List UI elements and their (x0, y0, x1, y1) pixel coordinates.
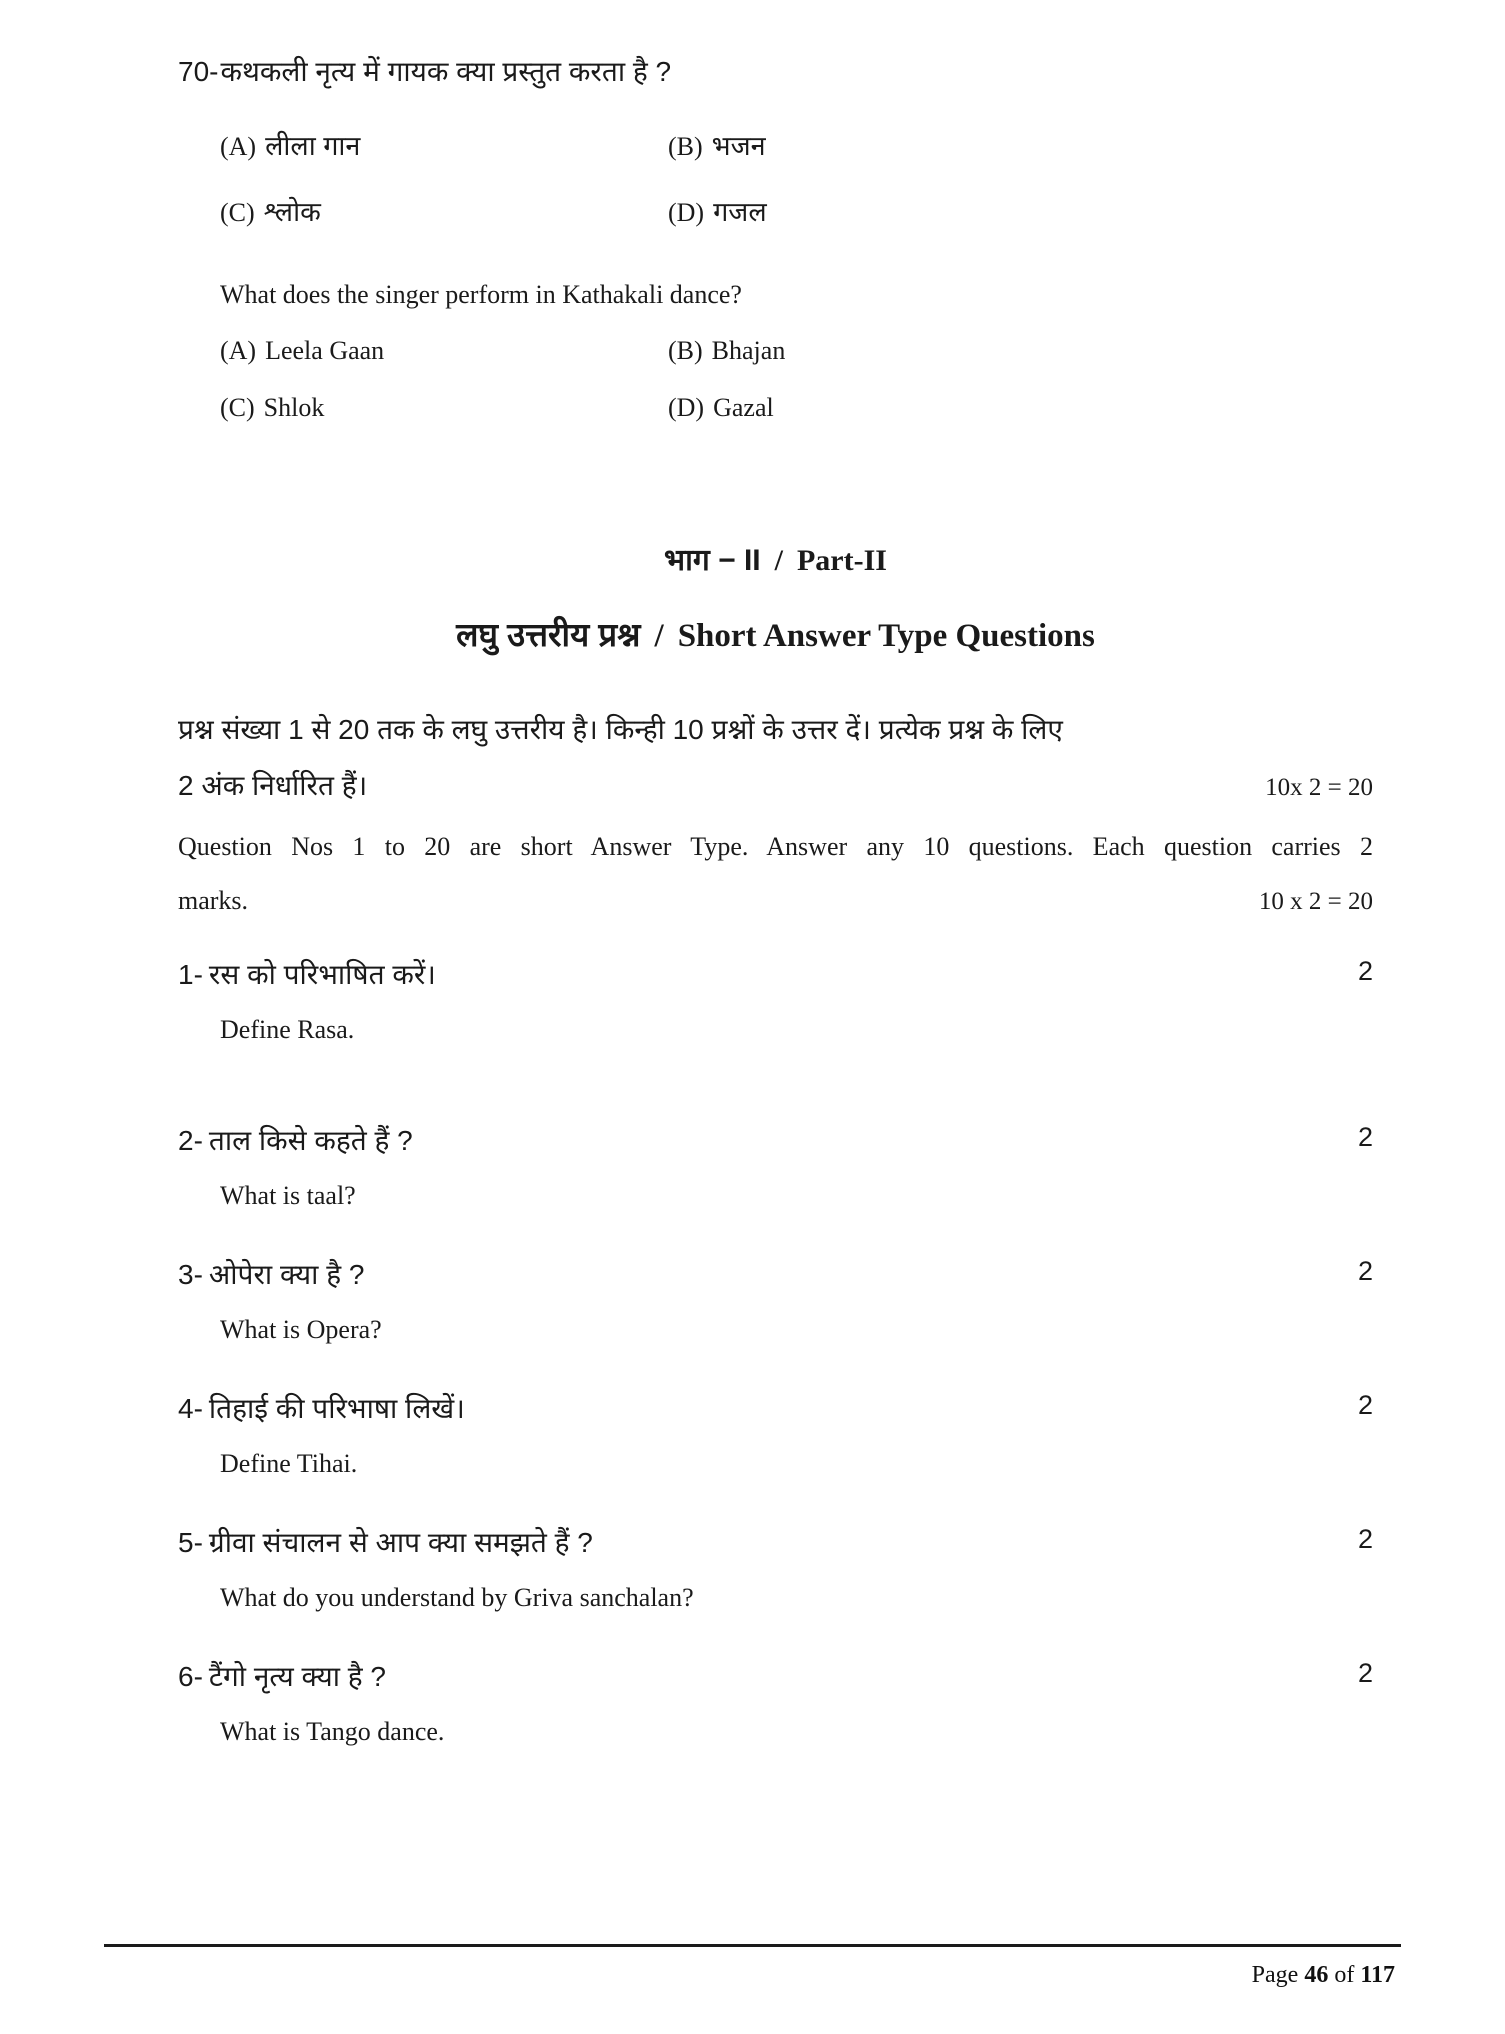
instruction-english-line-1: Question Nos 1 to 20 are short Answer Type. Answer any 10 questions. Each question carries 2 (178, 832, 1373, 861)
question-1-hindi-text: रस को परिभाषित करें। (208, 959, 436, 990)
option-text-c-en: Shlok (263, 393, 325, 422)
option-text-d-en: Gazal (713, 393, 774, 422)
subheading-hindi: लघु उत्तरीय प्रश्न (456, 616, 641, 653)
question-2-english: What is taal? (220, 1181, 356, 1210)
question-1-marks: 2 (1357, 956, 1373, 986)
mcq-option-row-english-1 (178, 336, 1373, 393)
question-1-english: Define Rasa. (220, 1015, 355, 1044)
mcq-option-hindi-b[interactable] (668, 126, 1373, 163)
question-4-english: Define Tihai. (220, 1449, 358, 1478)
option-label-c: (C) (220, 198, 255, 227)
option-text-b: भजन (711, 131, 766, 161)
question-3-marks: 2 (1357, 1256, 1373, 1286)
question-3-hindi-text: ओपेरा क्या है ? (208, 1259, 365, 1290)
short-answer-questions (178, 952, 1373, 1788)
question-4-hindi (178, 1386, 1373, 1432)
footer-middle: of (1328, 1962, 1361, 1988)
option-label-d: (D) (668, 198, 705, 227)
part-heading-separator: / (774, 544, 783, 577)
mcq-stem-hindi-text: कथकली नृत्य में गायक क्या प्रस्तुत करता है ? (220, 56, 672, 87)
instruction-english-marks: 10 x 2 = 20 (1258, 888, 1373, 915)
question-item-2 (178, 1118, 1373, 1252)
mcq-option-hindi-c[interactable] (220, 192, 668, 229)
section-subheading (178, 611, 1373, 656)
mcq-option-row-hindi-1 (178, 126, 1373, 192)
option-text-d: गजल (713, 197, 767, 227)
mcq-option-english-a[interactable] (220, 336, 668, 366)
question-6-marks: 2 (1357, 1658, 1373, 1688)
footer-total-pages: 117 (1360, 1962, 1395, 1988)
question-4-hindi-text: तिहाई की परिभाषा लिखें। (208, 1393, 465, 1424)
option-label-a: (A) (220, 132, 257, 161)
mcq-stem-hindi (178, 52, 1373, 92)
question-item-4 (178, 1386, 1373, 1520)
question-5-english: What do you understand by Griva sanchalan? (220, 1583, 694, 1612)
question-item-5 (178, 1520, 1373, 1654)
instruction-english-line-2-row (178, 874, 1373, 928)
instruction-english-line-2: marks. (178, 886, 249, 915)
mcq-option-english-d[interactable] (668, 393, 1373, 423)
question-3-english: What is Opera? (220, 1315, 382, 1344)
question-5-number: 5- (178, 1527, 203, 1558)
instruction-hindi-line-2: 2 अंक निर्धारित हैं। (178, 770, 368, 801)
subheading-english: Short Answer Type Questions (677, 618, 1095, 654)
question-6-hindi-text: टैंगो नृत्य क्या है ? (208, 1661, 386, 1692)
instructions-block (178, 702, 1373, 928)
part-heading-english: Part-II (796, 544, 887, 577)
question-2-hindi (178, 1118, 1373, 1164)
mcq-option-english-b[interactable] (668, 336, 1373, 366)
question-3-number: 3- (178, 1259, 203, 1290)
question-2-hindi-text: ताल किसे कहते हैं ? (208, 1125, 413, 1156)
question-2-marks: 2 (1357, 1122, 1373, 1152)
mcq-number: 70- (178, 56, 219, 87)
option-label-a-en: (A) (220, 336, 257, 365)
option-label-b: (B) (668, 132, 703, 161)
page-footer (1252, 1962, 1395, 1989)
option-text-a: लीला गान (265, 131, 361, 161)
question-item-3 (178, 1252, 1373, 1386)
option-label-b-en: (B) (668, 336, 703, 365)
mcq-option-english-c[interactable] (220, 393, 668, 423)
mcq-stem-english: What does the singer perform in Kathakali dance? (220, 280, 742, 309)
question-4-number: 4- (178, 1393, 203, 1424)
instruction-hindi-marks: 10x 2 = 20 (1265, 774, 1373, 801)
question-1-number: 1- (178, 959, 203, 990)
question-6-english: What is Tango dance. (220, 1717, 445, 1746)
mcq-option-hindi-d[interactable] (668, 192, 1373, 229)
question-item-1 (178, 952, 1373, 1118)
option-text-a-en: Leela Gaan (265, 336, 385, 365)
footer-current-page: 46 (1304, 1962, 1329, 1988)
part-heading (178, 538, 1373, 579)
mcq-option-hindi-a[interactable] (220, 126, 668, 163)
question-4-marks: 2 (1357, 1390, 1373, 1420)
question-5-hindi-text: ग्रीवा संचालन से आप क्या समझते हैं ? (208, 1527, 593, 1558)
part-heading-group (178, 538, 1373, 656)
question-1-hindi (178, 952, 1373, 998)
option-label-d-en: (D) (668, 393, 705, 422)
option-label-c-en: (C) (220, 393, 255, 422)
question-6-hindi (178, 1654, 1373, 1700)
mcq-option-row-hindi-2 (178, 192, 1373, 258)
question-5-hindi (178, 1520, 1373, 1566)
mcq-option-row-english-2 (178, 393, 1373, 450)
instruction-hindi-line-1: प्रश्न संख्या 1 से 20 तक के लघु उत्तरीय है। किन्ही 10 प्रश्नों के उत्तर दें। प्रत्येक प्रश्न के लिए (178, 714, 1063, 745)
mcq-question-70 (178, 52, 1373, 450)
question-2-number: 2- (178, 1125, 203, 1156)
question-item-6 (178, 1654, 1373, 1788)
question-3-hindi (178, 1252, 1373, 1298)
option-text-b-en: Bhajan (711, 336, 786, 365)
question-5-marks: 2 (1357, 1524, 1373, 1554)
question-6-number: 6- (178, 1661, 203, 1692)
footer-divider (104, 1944, 1401, 1947)
instruction-hindi-line-2-row (178, 758, 1373, 814)
subheading-separator: / (654, 618, 664, 654)
part-heading-hindi: भाग − II (664, 544, 761, 577)
footer-prefix: Page (1251, 1962, 1305, 1988)
option-text-c: श्लोक (263, 197, 321, 227)
